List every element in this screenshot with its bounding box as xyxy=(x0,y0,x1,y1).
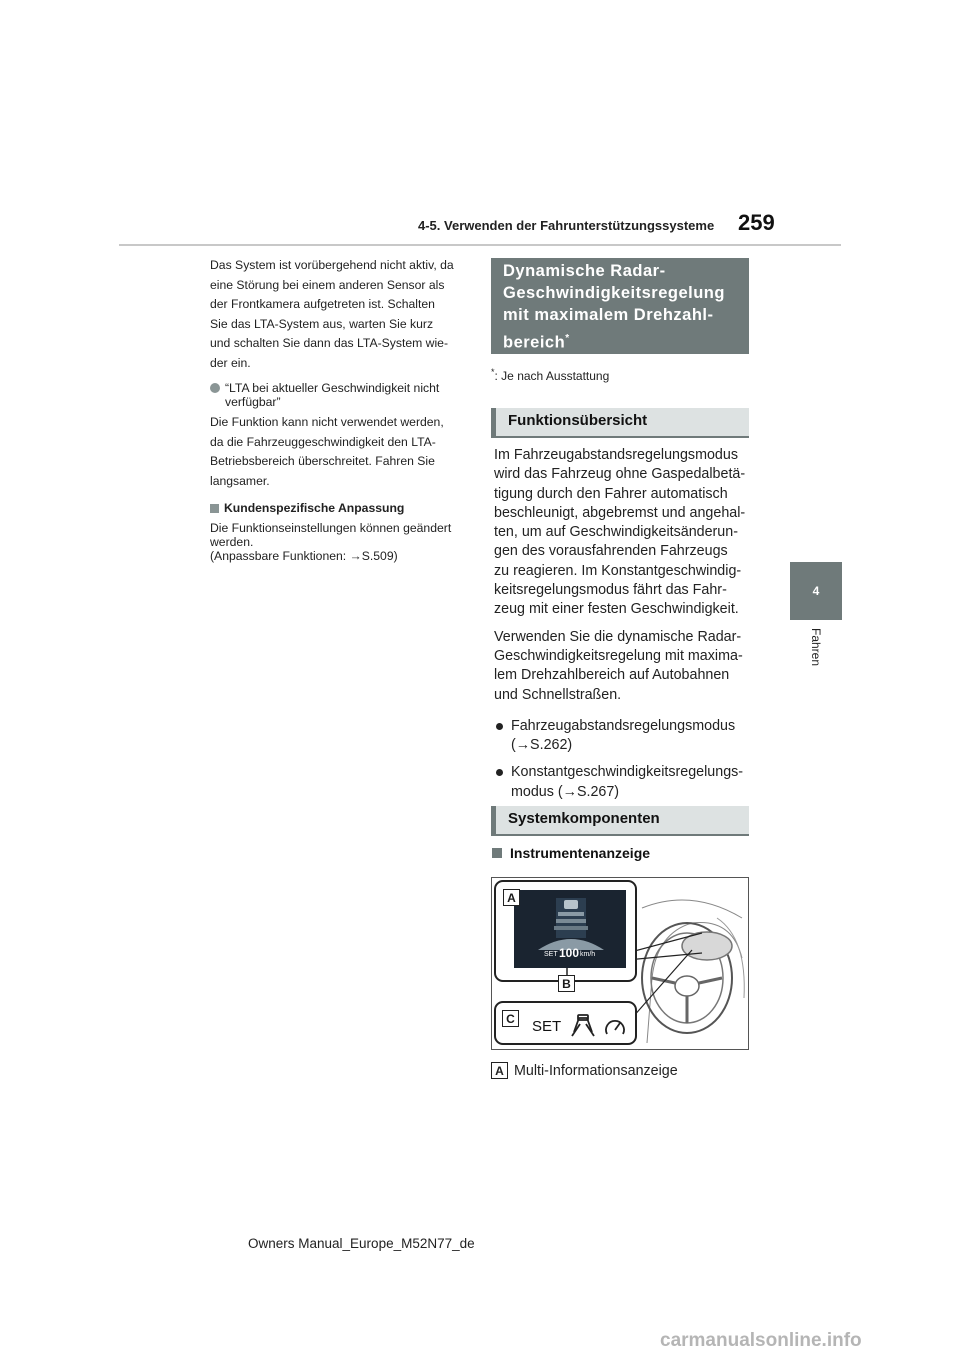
message-bullet xyxy=(210,381,472,409)
right-column-body xyxy=(494,446,752,802)
page-reference: (Anpassbare Funktionen: →S.509) xyxy=(210,549,398,563)
section-heading-overview: Funktionsübersicht xyxy=(491,408,749,438)
section-heading-components: Systemkomponenten xyxy=(491,806,749,836)
set-indicator: SET xyxy=(532,1018,562,1035)
footer-text: Owners Manual_Europe_M52N77_de xyxy=(248,1236,475,1251)
square-bullet-icon xyxy=(210,504,219,513)
figure-legend xyxy=(491,1062,678,1079)
message-text: verfügbar” xyxy=(225,395,281,409)
text-line: langsamer. xyxy=(210,473,270,488)
text-line: der ein. xyxy=(210,355,251,370)
label-a: A xyxy=(503,889,520,906)
list-item: Konstantgeschwindigkeitsregelungs- modus (→S.267) xyxy=(494,763,752,802)
text-line: Die Funktionseinstellungen können geändert xyxy=(210,521,452,535)
dashboard-illustration xyxy=(492,878,748,1049)
left-column xyxy=(210,256,472,563)
bullet-dot-icon xyxy=(496,769,503,776)
footnote: *: Je nach Ausstattung xyxy=(491,367,610,383)
list-item: Fahrzeugabstandsregelungsmodus (→S.262) xyxy=(494,717,752,756)
text-line: da die Fahrzeuggeschwindigkeit den LTA- xyxy=(210,434,436,449)
section-title: 4-5. Verwenden der Fahrunterstützungssysteme xyxy=(418,218,715,233)
text-line: Sie das LTA-System aus, warten Sie kurz xyxy=(210,316,434,331)
label-b: B xyxy=(558,975,575,992)
bullet-dot-icon xyxy=(496,723,503,730)
custom-heading-row xyxy=(210,501,472,515)
page-number: 259 xyxy=(738,210,775,235)
bullet-dot-icon xyxy=(210,383,220,393)
square-bullet-icon xyxy=(492,848,502,858)
page-reference: (→S.262) xyxy=(511,737,573,754)
text-line: eine Störung bei einem anderen Sensor als xyxy=(210,277,445,292)
label-c: C xyxy=(502,1010,519,1027)
display-unit: km/h xyxy=(580,951,596,958)
legend-text: Multi-Informationsanzeige xyxy=(514,1062,678,1079)
message-text: “LTA bei aktueller Geschwindigkeit nicht xyxy=(225,381,440,395)
header-divider xyxy=(119,244,841,246)
text-line: Betriebsbereich überschreitet. Fahren Sie xyxy=(210,454,435,468)
legend-label-a: A xyxy=(491,1062,508,1079)
main-heading: Dynamische Radar- Geschwindigkeitsregelung mit maximalem Drehzahl- bereich* xyxy=(491,258,749,354)
text-line: der Frontkamera aufgetreten ist. Schalten xyxy=(210,297,435,311)
page-reference: modus (→S.267) xyxy=(511,783,620,800)
chapter-tab-label: Fahren xyxy=(809,628,823,667)
text-line: Das System ist vorübergehend nicht aktiv, da xyxy=(210,258,454,272)
text-line: werden. xyxy=(210,535,254,549)
paragraph: Verwenden Sie die dynamische Radar- Geschwindigkeitsregelung mit maxima- lem Drehzahlbereich auf Autobahnen und Schnellstraßen. xyxy=(494,628,743,703)
chapter-tab: 4 xyxy=(790,562,842,620)
custom-heading: Kundenspezifische Anpassung xyxy=(224,501,405,515)
display-set: SET xyxy=(544,951,558,958)
paragraph: Im Fahrzeugabstandsregelungsmodus wird das Fahrzeug ohne Gaspedalbetä- tigung durch den Fahrer automatisch beschleunigt, abgebremst und angehal- ten, um auf Geschwindigkeitsänderun- gen des vorausfahrenden Fahrzeugs zu reagieren. Im Konstantgeschwindig- keitsregelungsmodus fährt das Fahr- zeug mit einer festen Geschwindigkeit. xyxy=(494,447,746,618)
text-line: Die Funktion kann nicht verwendet werden, xyxy=(210,415,444,429)
sub-heading: Instrumentenanzeige xyxy=(492,845,650,861)
watermark: carmanualsonline.info xyxy=(660,1330,862,1351)
display-speed: 100 xyxy=(559,946,580,960)
custom-text xyxy=(210,521,472,563)
text-line: und schalten Sie dann das LTA-System wie- xyxy=(210,336,448,350)
instrument-panel-figure xyxy=(491,877,749,1050)
